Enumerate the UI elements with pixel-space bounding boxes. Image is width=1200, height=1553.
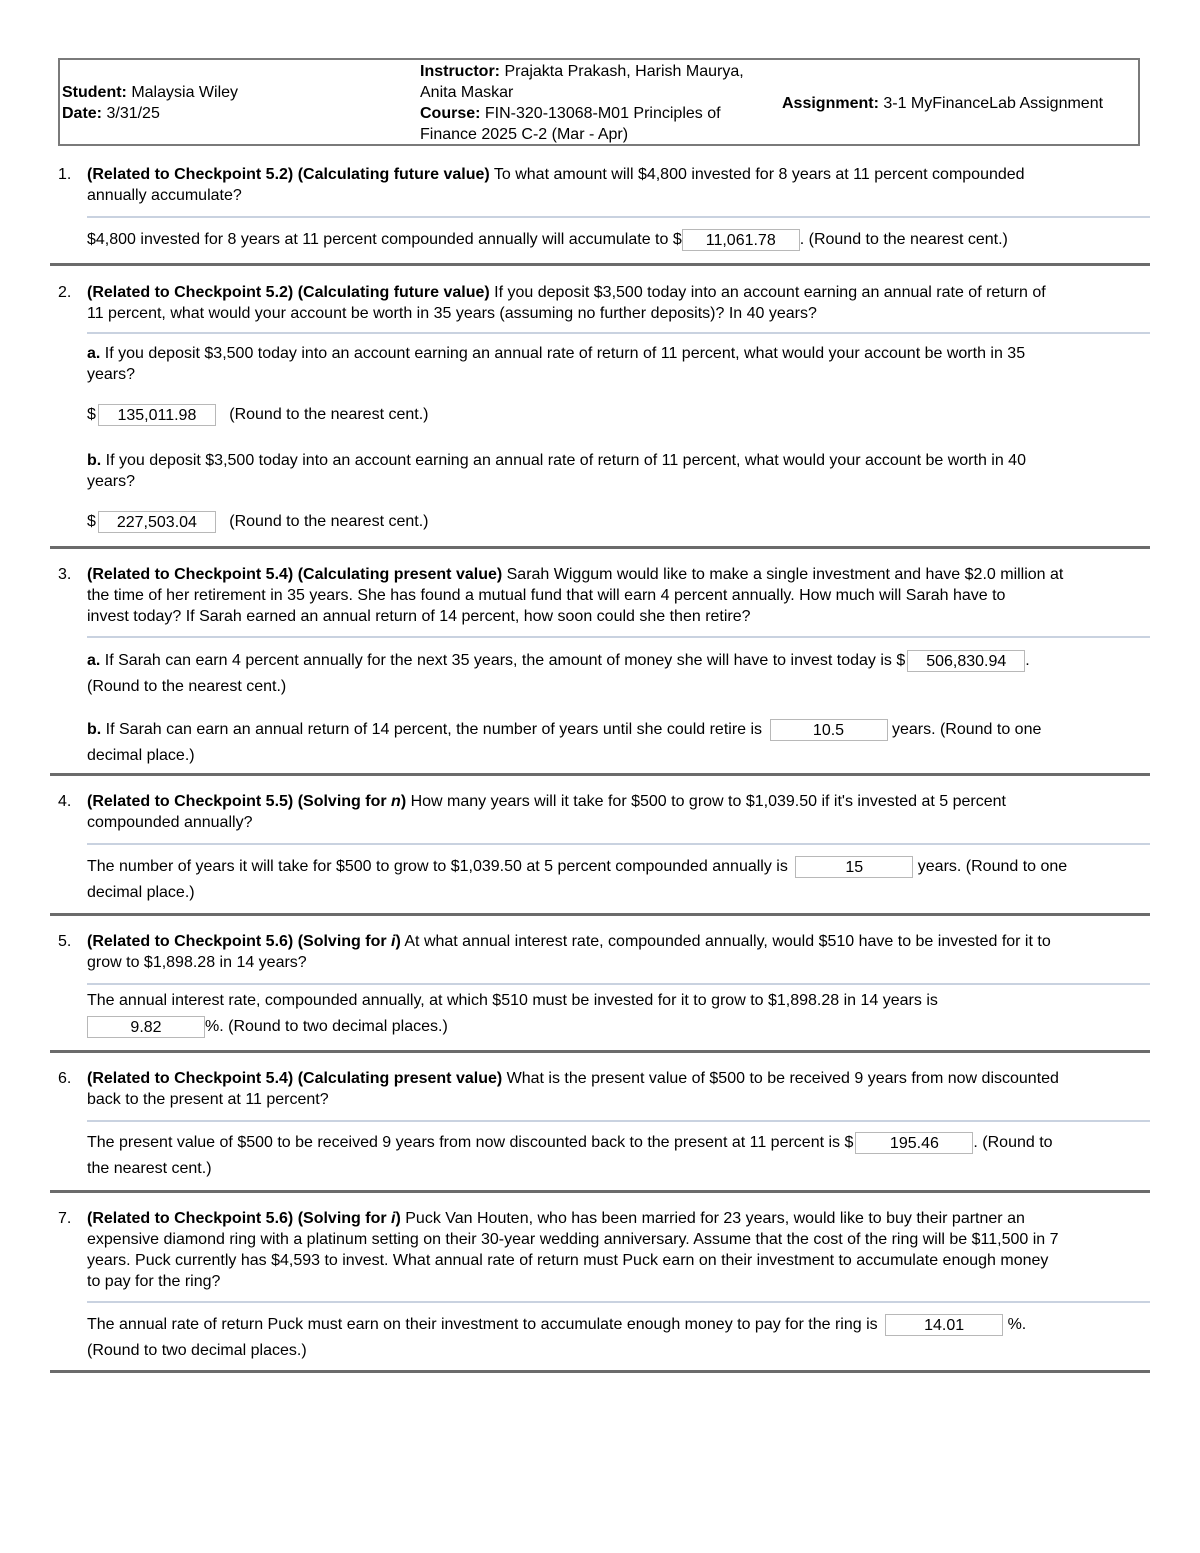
date-value: 3/31/25 xyxy=(106,105,160,122)
question-number: 5. xyxy=(58,933,72,950)
separator xyxy=(87,1301,1150,1303)
answer-row: The annual interest rate, compounded annually, at which $510 must be invested for it to grow to $1,898.28 in 14 years is 9.82 %. (Round to two decimal places.) xyxy=(87,992,938,1036)
assignment-header xyxy=(58,58,1140,146)
course-label: Course: xyxy=(420,105,481,122)
assignment-info xyxy=(782,93,1142,114)
separator xyxy=(87,216,1150,218)
separator xyxy=(87,332,1150,334)
question-text: (Related to Checkpoint 5.6) (Solving for i) Puck Van Houten, who has been married for 23 years, would like to buy their partner an expensive diamond ring with a platinum setting on their 30-year wedding anniversary. Assume that the cost of the ring will be $11,500 in 7 years. Puck currently has $4,593 to invest. What annual rate of return must Puck earn on their investment to accumulate enough money to pay for the ring? xyxy=(87,1210,1059,1290)
answer-row: The present value of $500 to be received 9 years from now discounted back to the present at 11 percent is $ 195.46 . (Round to the nearest cent.) xyxy=(87,1130,1150,1182)
student-label: Student: xyxy=(62,84,127,101)
instructor-course-info xyxy=(420,61,780,145)
question-divider xyxy=(50,773,1150,776)
date-label: Date: xyxy=(62,105,103,122)
answer-row: The number of years it will take for $500 to grow to $1,039.50 at 5 percent compounded annually is 15 years. (Round to one decimal place.) xyxy=(87,854,1150,906)
separator xyxy=(87,843,1150,845)
question-divider xyxy=(50,263,1150,266)
separator xyxy=(87,983,1150,985)
answer-field-a[interactable]: 506,830.94 xyxy=(907,650,1025,672)
course-line2: Finance 2025 C-2 (Mar - Apr) xyxy=(420,126,629,143)
question-number: 6. xyxy=(58,1070,72,1087)
instructor-line1: Prajakta Prakash, Harish Maurya, xyxy=(504,63,744,80)
question-tag: (Related to Checkpoint 5.6) (Solving for i) xyxy=(87,1210,401,1227)
answer-field[interactable]: 15 xyxy=(795,856,913,878)
question-tag: (Related to Checkpoint 5.4) (Calculating present value) xyxy=(87,566,503,583)
part-a-answer: a. If Sarah can earn 4 percent annually for the next 35 years, the amount of money she will have to invest today is $ 506,830.94 . (Round to the nearest cent.) xyxy=(87,648,1150,700)
instructor-label: Instructor: xyxy=(420,63,500,80)
question-text: (Related to Checkpoint 5.2) (Calculating future value) To what amount will $4,800 invested for 8 years at 11 percent compounded annually accumulate? xyxy=(87,166,1025,204)
answer-field[interactable]: 9.82 xyxy=(87,1016,205,1038)
question-text: (Related to Checkpoint 5.6) (Solving for i) At what annual interest rate, compounded annually, would $510 have to be invested for it to grow to $1,898.28 in 14 years? xyxy=(87,933,1051,971)
student-name: Malaysia Wiley xyxy=(131,84,239,101)
assignment-value: 3-1 MyFinanceLab Assignment xyxy=(883,95,1104,112)
separator xyxy=(87,1120,1150,1122)
question-tag: (Related to Checkpoint 5.5) (Solving for n) xyxy=(87,793,407,810)
part-b-answer: b. If Sarah can earn an annual return of 14 percent, the number of years until she could retire is 10.5 years. (Round to one decimal place.) xyxy=(87,717,1150,769)
answer-field-b[interactable]: 10.5 xyxy=(770,719,888,741)
question-divider xyxy=(50,1370,1150,1373)
question-number: 4. xyxy=(58,793,72,810)
question-tag: (Related to Checkpoint 5.2) (Calculating future value) xyxy=(87,166,490,183)
instructor-line2: Anita Maskar xyxy=(420,84,514,101)
question-text: (Related to Checkpoint 5.4) (Calculating present value) What is the present value of $500 to be received 9 years from now discounted back to the present at 11 percent? xyxy=(87,1070,1059,1108)
question-tag: (Related to Checkpoint 5.6) (Solving for i) xyxy=(87,933,401,950)
separator xyxy=(87,636,1150,638)
question-number: 7. xyxy=(58,1210,72,1227)
answer-field[interactable]: 11,061.78 xyxy=(682,229,800,251)
answer-field[interactable]: 195.46 xyxy=(855,1132,973,1154)
question-number: 2. xyxy=(58,284,72,301)
question-divider xyxy=(50,1190,1150,1193)
part-a-answer: $ 135,011.98 (Round to the nearest cent.) xyxy=(87,402,1150,428)
question-number: 1. xyxy=(58,166,72,183)
question-tag: (Related to Checkpoint 5.4) (Calculating present value) xyxy=(87,1070,503,1087)
question-divider xyxy=(50,913,1150,916)
question-divider xyxy=(50,1050,1150,1053)
answer-field-b[interactable]: 227,503.04 xyxy=(98,511,216,533)
student-info xyxy=(62,82,412,124)
question-text: (Related to Checkpoint 5.4) (Calculating present value) Sarah Wiggum would like to make a single investment and have $2.0 million at the time of her retirement in 35 years. She has found a mutual fund that will earn 4 percent annually. How much will Sarah have to invest today? If Sarah earned an annual return of 14 percent, how soon could she then retire? xyxy=(87,566,1064,625)
question-text: (Related to Checkpoint 5.5) (Solving for n) How many years will it take for $500 to grow to $1,039.50 if it's invested at 5 percent compounded annually? xyxy=(87,793,1006,831)
question-number: 3. xyxy=(58,566,72,583)
question-divider xyxy=(50,546,1150,549)
answer-row: $4,800 invested for 8 years at 11 percent compounded annually will accumulate to $ 11,061.78 . (Round to the nearest cent.) xyxy=(87,227,1150,253)
answer-row: The annual rate of return Puck must earn on their investment to accumulate enough money to pay for the ring is 14.01 %. (Round to two decimal places.) xyxy=(87,1312,1150,1364)
answer-field-a[interactable]: 135,011.98 xyxy=(98,404,216,426)
part-a-text: a. If you deposit $3,500 today into an account earning an annual rate of return of 11 percent, what would your account be worth in 35 years? xyxy=(87,345,1026,383)
question-text: (Related to Checkpoint 5.2) (Calculating future value) If you deposit $3,500 today into an account earning an annual rate of return of 11 percent, what would your account be worth in 35 years (assuming no further deposits)? In 40 years? xyxy=(87,284,1046,322)
answer-field[interactable]: 14.01 xyxy=(885,1314,1003,1336)
assignment-label: Assignment: xyxy=(782,95,879,112)
part-b-text: b. If you deposit $3,500 today into an account earning an annual rate of return of 11 percent, what would your account be worth in 40 years? xyxy=(87,452,1026,490)
question-tag: (Related to Checkpoint 5.2) (Calculating future value) xyxy=(87,284,490,301)
part-b-answer: $ 227,503.04 (Round to the nearest cent.) xyxy=(87,509,1150,535)
course-line1: FIN-320-13068-M01 Principles of xyxy=(484,105,721,122)
